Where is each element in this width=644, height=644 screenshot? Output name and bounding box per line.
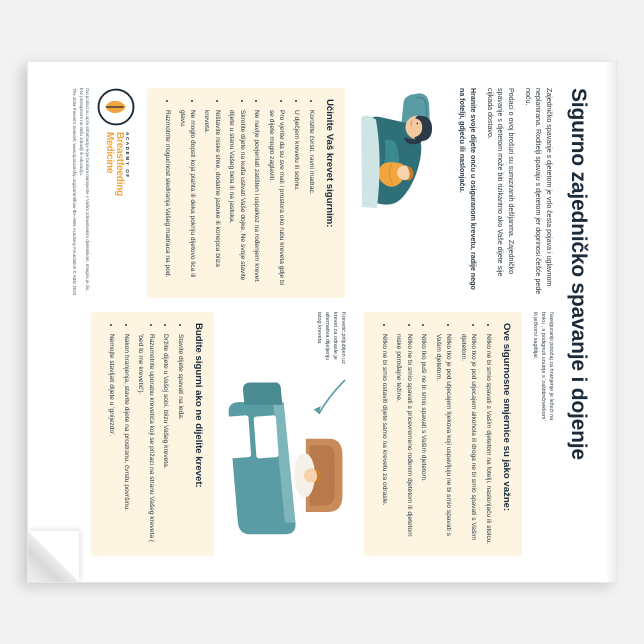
intro-paragraphs <box>457 88 554 298</box>
bed-illustration-group <box>214 312 352 556</box>
footnote-text: The older Pasent's network: www.sponsorship.org/parent/how-the-ABM Academy Foundation © ABM 2023 <box>71 88 77 296</box>
page-title: Sigurno zajedničko spavanje i dojenje <box>567 88 590 460</box>
intro-paragraph-3: Hranite svoje dijete onću u osiguranom krevetu, radije nego na fotelji, gdjeću ili naslonjaču. <box>458 88 478 290</box>
abm-breastfeeding: Breastfeeding <box>114 132 126 197</box>
card-separate-sleep-heading: Budite sigurni ako ne dijelite krevet: <box>193 323 204 488</box>
bed-illustration <box>222 376 352 556</box>
card-make-bed-safe-list <box>162 99 316 287</box>
card-make-bed-safe-heading: Učinite Vaš krevet sigurnim: <box>323 99 335 228</box>
abm-academy-of: ACADEMY OF <box>125 132 131 179</box>
abm-logo <box>97 88 135 298</box>
list-item: • Koristite čvrsti, ravni madrac. <box>306 110 316 287</box>
abm-logo-mark <box>97 88 135 126</box>
abm-medicine: Medicine <box>103 132 115 174</box>
list-item: • Razumotrite uporabu krevetića koji se prižaci na stranu Vašeg kreveta ( 'bed to me krevetić'). <box>135 334 155 545</box>
mother-baby-svg <box>355 90 451 218</box>
list-item: • Držite dijete u Vašoj sobi, blizu Vašeg kreveta. <box>160 334 170 545</box>
caption-sidecar-crib: Krevetić priljubljen uz krevet za odrasle je alternativa dijeljenju istog kreveta. <box>316 312 346 364</box>
credit-text: Ovi podaci su opće informacije koje brošura namijenite s Vašim zdravstvenim djelatnikom. Integira je dio, bez pristupinom na Vašu zdravlji ili educaciju. <box>78 88 91 292</box>
mother-and-baby-illustration <box>355 90 451 218</box>
list-item: • Pro vjerite da su sve mali i prostora oko rubu kreveta gdje bi se dijete moglo zaglaviti. <box>266 110 286 287</box>
list-item: • Ne moglo đopsti koja plahta ili deka pokriju dijetovo lica ili glavu. <box>176 110 196 287</box>
card-safety-guidelines-heading: Ove sigurnosne smjernice su jako važne: <box>500 323 512 512</box>
page-curl-corner <box>28 531 79 582</box>
list-item: • Nitko ne bi smio spavati s Vašim djetetom na fotelji, naslonjaču ili stolcu. <box>483 334 493 545</box>
card-separate-sleep-list <box>106 323 185 545</box>
notepad-sheet <box>28 62 616 582</box>
right-column <box>70 312 554 556</box>
card-safety-guidelines-list <box>379 323 493 545</box>
list-item: • Ne navlje povjerilati zatišten i uspalkoz na rođenjem krevet. <box>251 110 261 287</box>
list-item: • Nemojte stavljati dijete u 'gnijezdo'. <box>106 334 116 545</box>
caption-mother-feeding: Nasiguraniji položaj za hranjenje je ležeći na boku , s podignuti unutrje s 'zaštitinčnekkom' ili ječkom/ sagibljal. <box>531 312 554 421</box>
list-item: • Nitko tko je pod utjecajem lijekova koji uspavljuju ne bi smio spavati s Vašim djetetom. <box>433 334 453 545</box>
list-item: • Stavite dijete spavati na leđa. <box>175 334 185 545</box>
list-item: • U dječjem krevetu ili sobnu. <box>291 110 301 287</box>
intro-paragraph-1: Zajedničko spavanje s djetetom je vrlo česta pojava i uglavnom neplanirana. Roditelji spavaju s djetetom jer doprinosi češće pede noću. <box>523 88 553 295</box>
list-item: • Nitko tko puši ne bi smio spavati s Vašim djetetom. <box>418 334 428 545</box>
card-make-bed-safe <box>147 88 345 298</box>
card-safety-guidelines <box>364 312 522 556</box>
intro-paragraph-2: Podaci o ovoj brošuri su sumiziranih dešljanma. Zajedničko spavanje s djetetom može biti rizikantno ako Vaše dijete sije cijkada dostavo. <box>485 88 515 277</box>
list-item: • Ništavite niske shke, dodatne jastuke ili konepca bliza kreveta. <box>201 110 221 287</box>
list-item: • Razmotrite mogućnost slediranja Vašeg madraca na pod. <box>162 110 172 287</box>
list-item: • Nitko ne bi smio spavati s pricevremeno rođenim djetetom ili djetetom niske porođajne težine. <box>393 334 413 545</box>
page-content <box>28 62 616 582</box>
list-item: • Nakon hranjenja, stavite dijete na prostranu, čvrstu površinu. <box>120 334 130 545</box>
list-item: • Nitko tko je pod utjecajem alkohola ili droga ne bi smio spavati s Vašim djetetom. <box>458 334 478 545</box>
list-item: • Skrotite dijete na kuđa ustvati Vaše dojke. Ne svoje stavite dijete u stanu Vašeg bela ili na jastuka. <box>226 110 246 287</box>
list-item: • Nitko ne bi smio ostaviti dijete samo na krevetu za odrasle. <box>379 334 389 545</box>
notepad-sheet-wrapper <box>28 62 616 582</box>
card-separate-sleep <box>91 312 214 556</box>
abm-logo-icon <box>97 88 135 126</box>
content-columns <box>70 88 554 556</box>
left-column <box>70 88 554 298</box>
abm-logo-text <box>103 132 129 196</box>
bed-svg <box>227 376 352 546</box>
